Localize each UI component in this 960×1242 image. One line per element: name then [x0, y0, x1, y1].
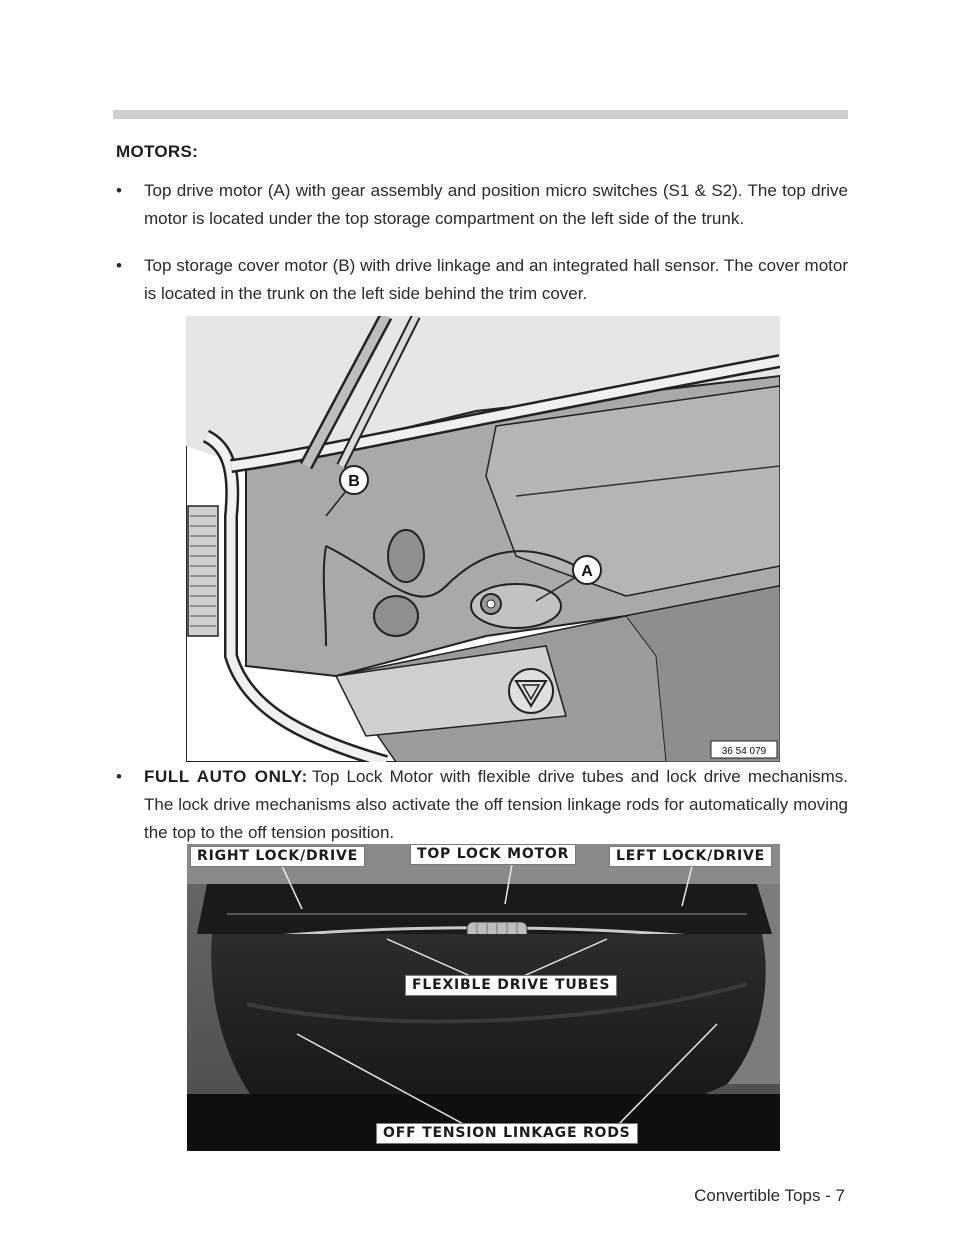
callout-b-label: B [348, 473, 360, 490]
label-right-lock-drive: RIGHT LOCK/DRIVE [190, 846, 365, 867]
bullet-symbol: • [116, 767, 122, 786]
bullet-lead: FULL AUTO ONLY: [144, 767, 308, 786]
bullet-top-drive-motor [116, 177, 848, 233]
bullet-text: Top Lock Motor with flexible drive tubes and lock drive mechanisms. The lock drive mechanisms also activate the off tension linkage rods for automatically moving the top to the off tension position. [144, 767, 849, 842]
top-lock-motor-photo [187, 844, 780, 1151]
label-top-lock-motor: TOP LOCK MOTOR [410, 844, 576, 865]
section-heading: MOTORS: [116, 142, 199, 161]
bullet-text: Top drive motor (A) with gear assembly and position micro switches (S1 & S2). The top drive motor is located under the top storage compartment on the left side of the trunk. [144, 181, 848, 228]
bullet-symbol: • [116, 181, 122, 200]
figure-ref-code: 36 54 079 [721, 746, 767, 757]
label-off-tension-linkage-rods: OFF TENSION LINKAGE RODS [376, 1123, 638, 1144]
page-footer: Convertible Tops - 7 [694, 1186, 845, 1205]
callout-a-label: A [581, 563, 593, 580]
bullet-full-auto [116, 763, 848, 847]
bullet-symbol: • [116, 256, 122, 275]
bullet-storage-cover-motor [116, 252, 848, 308]
top-rule [113, 110, 848, 119]
trunk-motor-illustration [186, 316, 780, 762]
label-left-lock-drive: LEFT LOCK/DRIVE [609, 846, 772, 867]
bullet-text: Top storage cover motor (B) with drive linkage and an integrated hall sensor. The cover motor is located in the trunk on the left side behind the trim cover. [144, 256, 848, 303]
label-flexible-drive-tubes: FLEXIBLE DRIVE TUBES [405, 975, 617, 996]
